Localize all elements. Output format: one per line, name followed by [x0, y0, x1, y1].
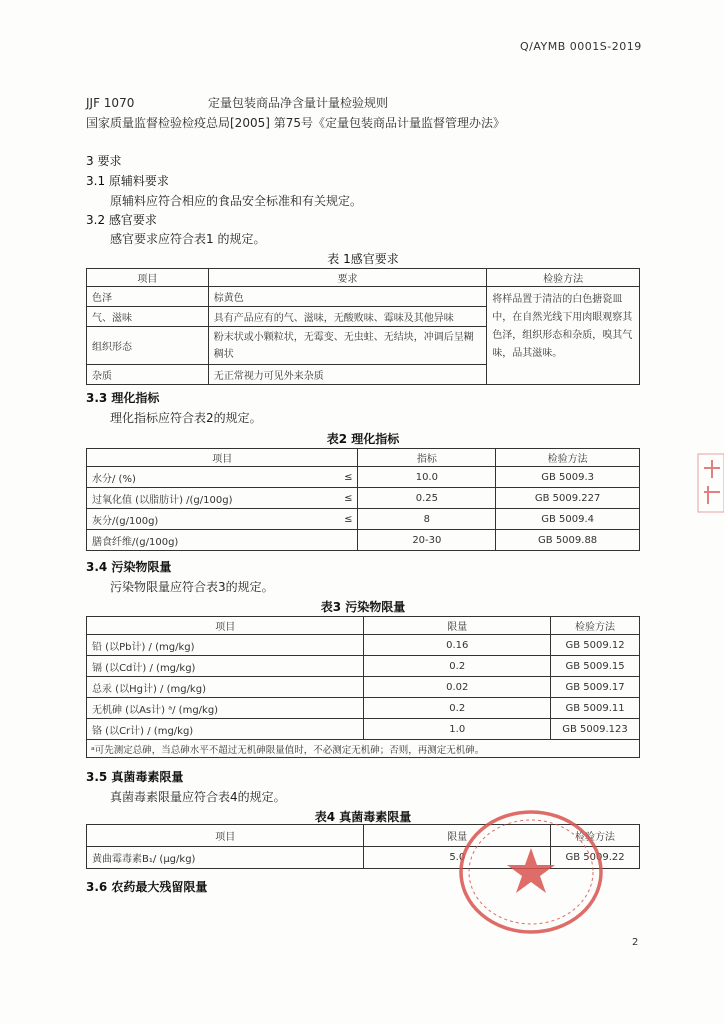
row-item: 色泽	[87, 287, 209, 307]
row-method: GB 5009.12	[551, 635, 640, 656]
row-item: 黄曲霉毒素B₁/ (μg/kg)	[87, 847, 364, 869]
row-item: 杂质	[87, 365, 209, 385]
reference-aqsiq75: 国家质量监督检验检疫总局[2005] 第75号《定量包装商品计量监督管理办法》	[86, 116, 505, 130]
table-note-row	[87, 740, 640, 758]
table-header-row	[87, 449, 640, 467]
row-method: GB 5009.88	[496, 530, 640, 551]
row-symbol: ≤	[336, 509, 358, 530]
col-header-method: 检验方法	[487, 269, 640, 287]
row-value: 20-30	[358, 530, 496, 551]
table-row	[87, 698, 640, 719]
side-stamp-glyph	[696, 448, 724, 518]
col-header-limit: 限量	[364, 825, 551, 847]
section-3-5-text: 真菌毒素限量应符合表4的规定。	[110, 790, 286, 804]
table-row	[87, 488, 640, 509]
col-header-method: 检验方法	[496, 449, 640, 467]
table-header-row	[87, 269, 640, 287]
reference-code: JJF 1070	[86, 96, 135, 110]
col-header-requirement: 要求	[208, 269, 486, 287]
row-item: 过氧化值 (以脂肪计) /(g/100g)	[87, 488, 337, 509]
row-method: GB 5009.123	[551, 719, 640, 740]
side-stamp-mark	[696, 448, 724, 518]
contaminant-table	[86, 616, 640, 758]
section-3-3-heading: 3.3 理化指标	[86, 391, 160, 405]
section-3-4-text: 污染物限量应符合表3的规定。	[110, 580, 274, 594]
table-row	[87, 719, 640, 740]
row-value: 0.25	[358, 488, 496, 509]
row-item: 总汞 (以Hg计) / (mg/kg)	[87, 677, 364, 698]
section-3-4-heading: 3.4 污染物限量	[86, 560, 172, 574]
row-item: 水分/ (%)	[87, 467, 337, 488]
section-3-3-text: 理化指标应符合表2的规定。	[110, 411, 262, 425]
row-value: 1.0	[364, 719, 551, 740]
reference-jjf1070	[86, 94, 388, 111]
company-seal	[456, 808, 606, 936]
row-symbol: ≤	[336, 467, 358, 488]
row-method: GB 5009.11	[551, 698, 640, 719]
row-value: 8	[358, 509, 496, 530]
row-value: 0.16	[364, 635, 551, 656]
table-row	[87, 509, 640, 530]
section-3-6-heading: 3.6 农药最大残留限量	[86, 880, 208, 894]
section-3-2-text: 感官要求应符合表1 的规定。	[110, 232, 266, 246]
col-header-item: 项目	[87, 825, 364, 847]
col-header-method: 检验方法	[551, 617, 640, 635]
row-item: 灰分/(g/100g)	[87, 509, 337, 530]
col-header-item: 项目	[87, 269, 209, 287]
table-row	[87, 635, 640, 656]
row-symbol: ≤	[336, 488, 358, 509]
row-requirement: 无正常视力可见外来杂质	[208, 365, 486, 385]
table-header-row	[87, 617, 640, 635]
reference-title: 定量包装商品净含量计量检验规则	[208, 96, 389, 110]
row-method: GB 5009.17	[551, 677, 640, 698]
row-item: 镉 (以Cd计) / (mg/kg)	[87, 656, 364, 677]
table-row	[87, 677, 640, 698]
row-value: 5.0	[364, 847, 551, 869]
row-item: 膳食纤维/(g/100g)	[87, 530, 337, 551]
row-method: GB 5009.22	[551, 847, 640, 869]
row-value: 0.2	[364, 698, 551, 719]
sensory-method: 将样品置于清洁的白色搪瓷皿中，在自然光线下用肉眼观察其色泽，组织形态和杂质，嗅其气味，品其滋味。	[487, 287, 640, 385]
table4-caption: 表4 真菌毒素限量	[314, 810, 412, 824]
row-item: 铬 (以Cr计) / (mg/kg)	[87, 719, 364, 740]
row-method: GB 5009.3	[496, 467, 640, 488]
physicochemical-table	[86, 448, 640, 551]
section-3-heading: 3 要求	[86, 154, 122, 168]
section-3-1-text: 原辅料应符合相应的食品安全标准和有关规定。	[110, 194, 363, 208]
row-requirement: 粉末状或小颗粒状，无霉变、无虫蛀、无结块，冲调后呈糊稠状	[208, 327, 486, 365]
col-header-item: 项目	[87, 617, 364, 635]
row-symbol	[336, 530, 358, 551]
sensory-table	[86, 268, 640, 385]
row-item: 气、滋味	[87, 307, 209, 327]
table2-caption: 表2 理化指标	[326, 432, 400, 446]
row-item: 铅 (以Pb计) / (mg/kg)	[87, 635, 364, 656]
row-requirement: 具有产品应有的气、滋味，无酸败味、霉味及其他异味	[208, 307, 486, 327]
row-item: 无机砷 (以As计) ᵃ/ (mg/kg)	[87, 698, 364, 719]
row-method: GB 5009.4	[496, 509, 640, 530]
row-value: 0.02	[364, 677, 551, 698]
row-method: GB 5009.227	[496, 488, 640, 509]
table1-caption: 表 1感官要求	[327, 252, 399, 266]
row-method: GB 5009.15	[551, 656, 640, 677]
col-header-item: 项目	[87, 449, 358, 467]
table-row	[87, 287, 640, 307]
col-header-method: 检验方法	[551, 825, 640, 847]
table-row	[87, 530, 640, 551]
table-row	[87, 467, 640, 488]
row-value: 10.0	[358, 467, 496, 488]
row-requirement: 棕黄色	[208, 287, 486, 307]
seal-star-icon	[507, 848, 555, 893]
section-3-1-heading: 3.1 原辅料要求	[86, 174, 169, 188]
row-item: 组织形态	[87, 327, 209, 365]
section-3-5-heading: 3.5 真菌毒素限量	[86, 770, 184, 784]
page-number: 2	[632, 937, 639, 948]
row-value: 0.2	[364, 656, 551, 677]
standard-code: Q/AYMB 0001S-2019	[520, 40, 642, 53]
table3-footnote: ᵃ可先测定总砷，当总砷水平不超过无机砷限量值时，不必测定无机砷；否则，再测定无机砷。	[87, 740, 640, 758]
table-row	[87, 656, 640, 677]
col-header-limit: 限量	[364, 617, 551, 635]
table3-caption: 表3 污染物限量	[320, 600, 406, 614]
section-3-2-heading: 3.2 感官要求	[86, 213, 157, 227]
col-header-index: 指标	[358, 449, 496, 467]
